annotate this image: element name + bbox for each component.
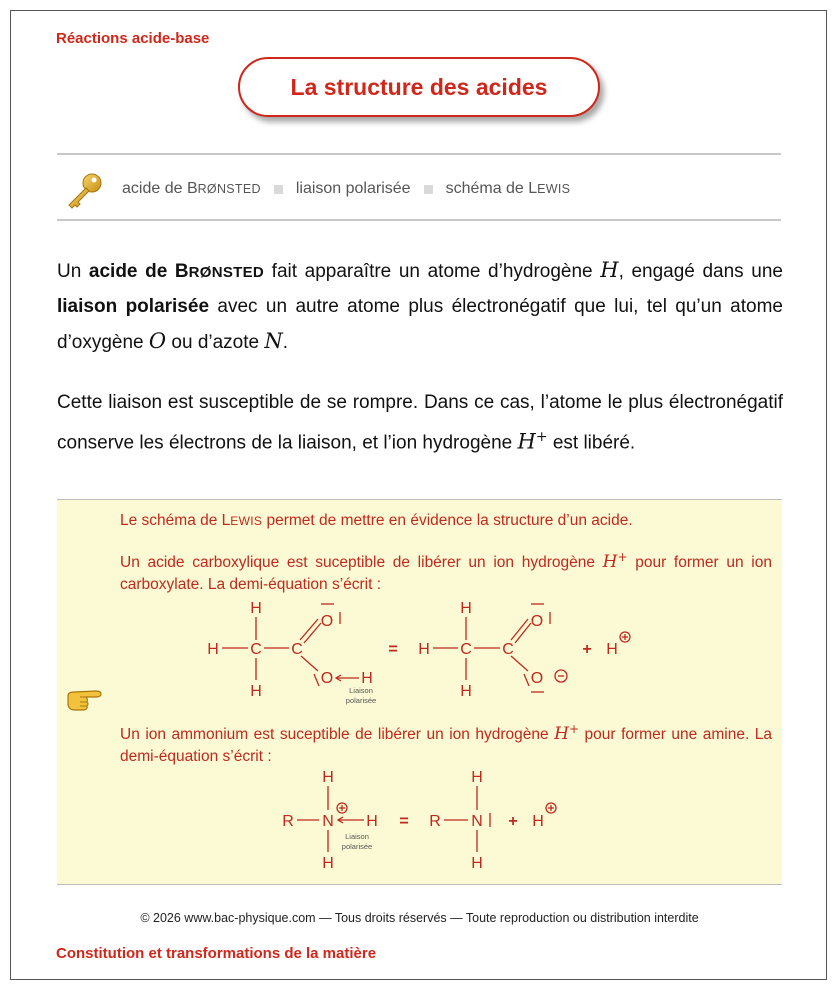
atom-h-acidic: H — [361, 670, 373, 687]
atom-h-top: H — [460, 600, 472, 617]
atom-n: N — [322, 813, 334, 830]
atom-o-double: O — [530, 613, 544, 630]
paragraph-bond-break: Cette liaison est susceptible de se rompre. Dans ce cas, l’atome le plus électronégatif conserve les électrons de la liaison, et l’ion hydrogène H+ est libéré. — [57, 392, 783, 454]
note-lewis-line: Le schéma de LEWIS permet de mettre en évidence la structure d’un acide. — [120, 512, 633, 529]
atom-h-bottom: H — [471, 855, 483, 872]
equals-sign: = — [388, 641, 398, 658]
keyword-lewis: schéma de LEWIS — [445, 180, 571, 197]
atom-h-top: H — [471, 769, 483, 786]
atom-h-bottom: H — [250, 683, 262, 700]
proton-h: H — [532, 813, 544, 830]
keyword-polarized-bond: liaison polarisée — [295, 180, 411, 197]
atom-o-double: O — [320, 613, 334, 630]
chapter-label: Réactions acide-base — [56, 30, 210, 47]
bond-label-line2: polarisée — [341, 842, 373, 851]
atom-h-right: H — [366, 813, 378, 830]
atom-c-carboxyl: C — [291, 641, 303, 658]
atom-h-top: H — [250, 600, 262, 617]
atom-n: N — [471, 813, 483, 830]
page-title: La structure des acides — [290, 73, 548, 100]
atom-o-anion: O — [530, 670, 544, 687]
equals-sign: = — [399, 813, 409, 830]
proton-h: H — [606, 641, 618, 658]
atom-h-bottom: H — [322, 855, 334, 872]
section-footer: Constitution et transformations de la matière — [56, 945, 377, 962]
atom-h-bottom: H — [460, 683, 472, 700]
atom-r: R — [429, 813, 441, 830]
atom-r: R — [282, 813, 294, 830]
atom-c-carboxyl: C — [502, 641, 514, 658]
atom-c-methyl: C — [250, 641, 262, 658]
atom-h-left: H — [418, 641, 430, 658]
atom-h-left: H — [207, 641, 219, 658]
note-carboxylic-text: Un acide carboxylique est suceptible de libérer un ion hydrogène H+ pour former un ion carboxylate. La demi-équation s’écrit : — [120, 550, 772, 594]
atom-c-methyl: C — [460, 641, 472, 658]
keyword-bronsted: acide de BRØNSTED — [122, 180, 261, 197]
plus-sign: + — [582, 641, 592, 658]
note-ammonium-text: Un ion ammonium est suceptible de libérer un ion hydrogène H+ pour former une amine. La demi-équation s’écrit : — [120, 722, 772, 766]
plus-sign: + — [508, 813, 518, 830]
atom-h-top: H — [322, 769, 334, 786]
bond-label-line1: Liaison — [345, 832, 369, 841]
bond-label-line2: polarisée — [345, 696, 377, 705]
bond-label-line1: Liaison — [349, 686, 373, 695]
paragraph-definition: Un acide de BRØNSTED fait apparaître un atome d’hydrogène H, engagé dans une liaison polarisée avec un autre atome plus électronégatif que lui, tel qu’un atome d’oxygène O ou d’azote N. — [57, 258, 783, 353]
copyright-notice: © 2026 www.bac-physique.com — Tous droits réservés — Toute reproduction ou distribution interdite — [140, 911, 699, 925]
atom-o-hydroxyl: O — [320, 670, 334, 687]
